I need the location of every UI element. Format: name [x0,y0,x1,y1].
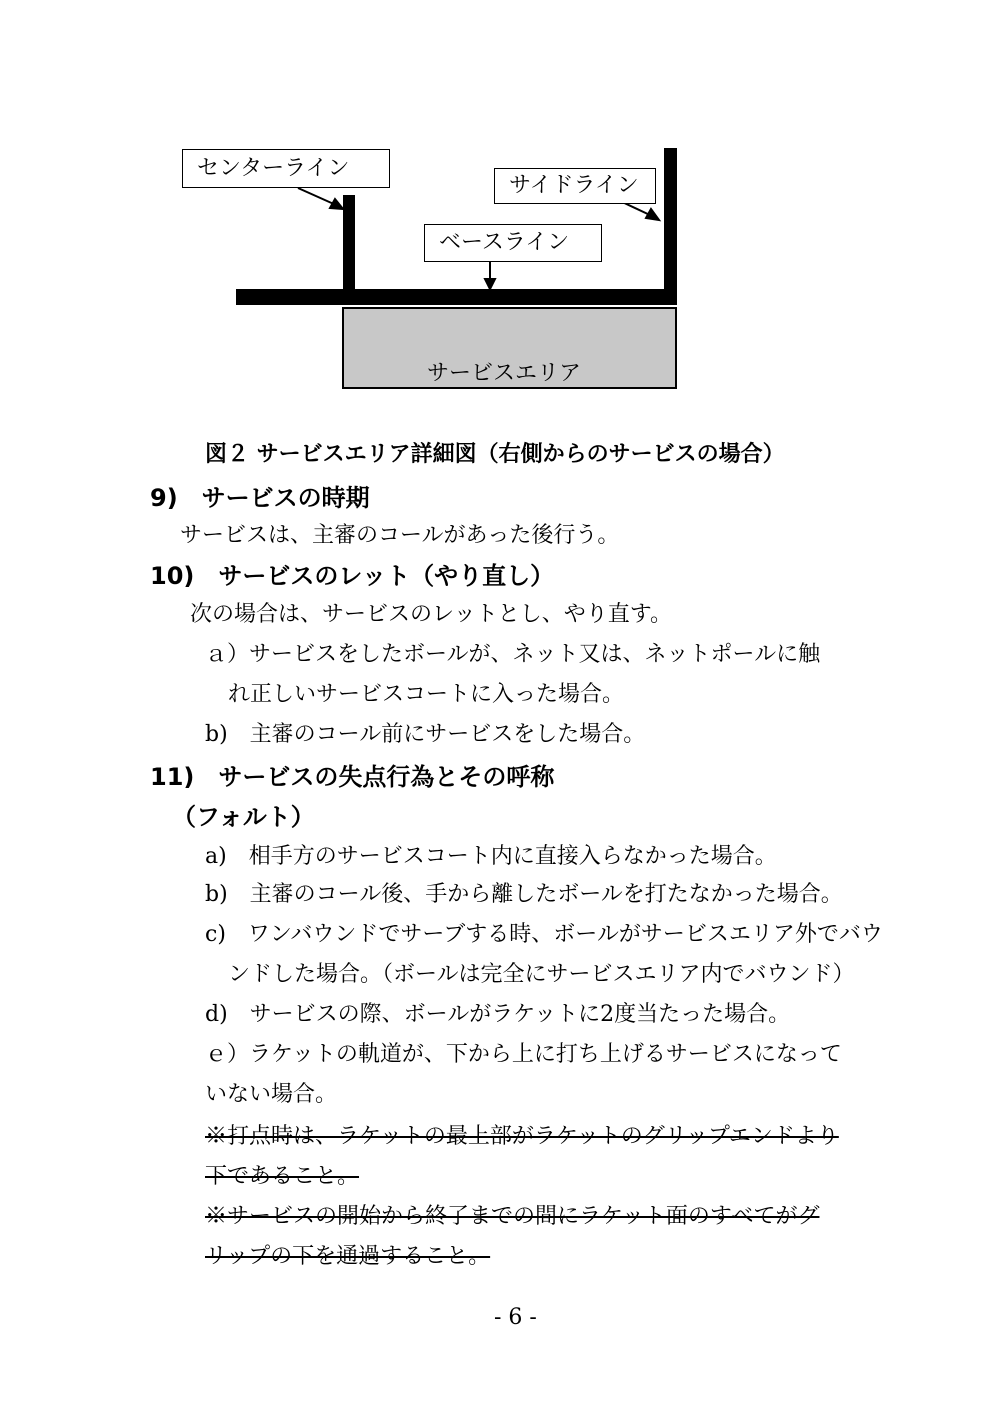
section-11-item-e-line1: ｅ）ラケットの軌道が、下から上に打ち上げるサービスになって [205,1042,842,1067]
struck-note-1-line1: ※打点時は、ラケットの最上部がラケットのグリップエンドより [205,1124,839,1149]
side-line [664,148,677,295]
section-11-item-a: a) 相手方のサービスコート内に直接入らなかった場合。 [205,844,777,869]
section-10-item-b: b) 主審のコール前にサービスをした場合。 [205,722,646,747]
section-10-item-a-line2: れ正しいサービスコートに入った場合。 [228,682,625,707]
side-line-label: サイドライン [494,168,656,204]
section-10-intro: 次の場合は、サービスのレットとし、やり直す。 [190,602,673,627]
section-11-item-b: b) 主審のコール後、手から離したボールを打たなかった場合。 [205,882,843,907]
base-line-arrow-head [485,279,495,289]
section-10-item-a-line1: ａ）サービスをしたボールが、ネット又は、ネットポールに触 [205,642,821,667]
section-11-item-c-line1: c) ワンバウンドでサーブする時、ボールがサービスエリア外でバウ [205,922,883,947]
section-10-heading: 10) サービスのレット（やり直し） [150,562,555,590]
page-number: - 6 - [494,1305,537,1330]
section-11-item-e-line2: いない場合。 [205,1082,338,1107]
struck-note-2-line1: ※サービスの開始から終了までの間にラケット面のすべてがグ [205,1204,820,1229]
struck-note-2-line2: リップの下を通過すること。 [205,1244,491,1269]
base-line [236,289,677,305]
center-line-arrow-head [330,199,343,209]
center-line-arrow [298,188,336,205]
section-11-heading: 11) サービスの失点行為とその呼称 [150,763,555,791]
section-11-subheading: （フォルト） [172,803,315,831]
section-11-item-d: d) サービスの際、ボールがラケットに2度当たった場合。 [205,1002,791,1027]
section-9-heading: 9) サービスの時期 [150,484,370,512]
struck-note-1-line2: 下であること。 [205,1164,360,1189]
section-11-item-c-line2: ンドした場合。（ボールは完全にサービスエリア内でバウンド） [228,962,855,987]
base-line-label: ベースライン [424,224,602,262]
service-area-label: サービスエリア [427,361,582,386]
center-line-label: センターライン [182,149,390,188]
side-line-arrow-head [646,209,659,220]
service-area-diagram [0,0,992,420]
figure-caption: 図２ サービスエリア詳細図（右側からのサービスの場合） [205,441,785,467]
section-9-body: サービスは、主審のコールがあった後行う。 [180,523,620,548]
